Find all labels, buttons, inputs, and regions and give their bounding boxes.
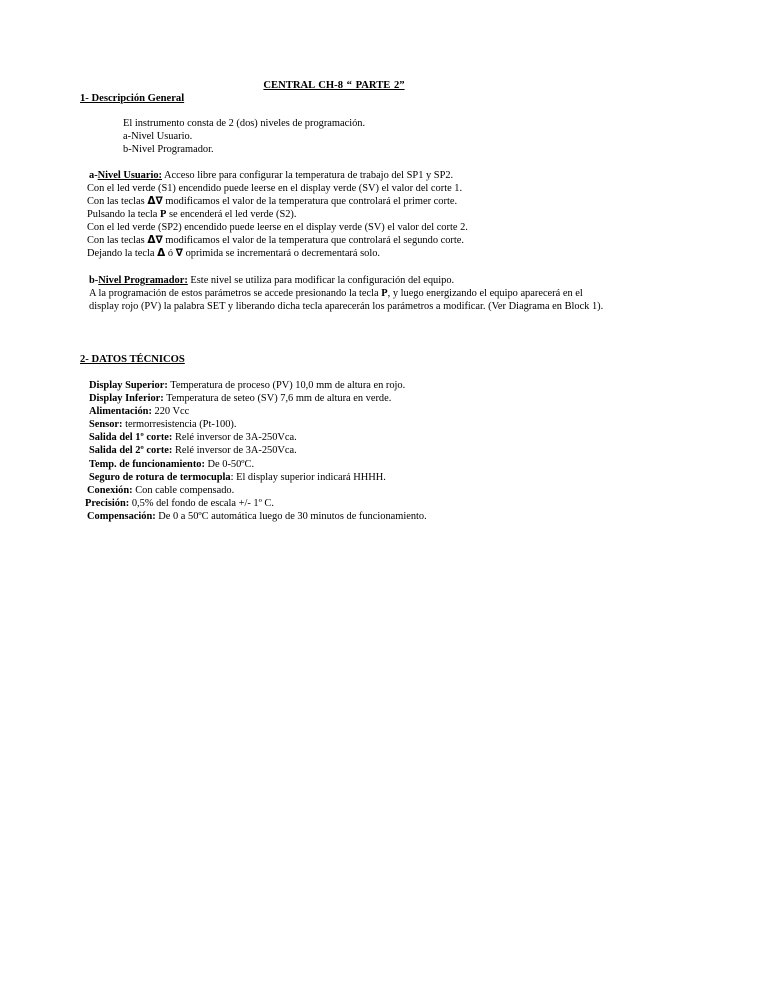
spec-label: Conexión:: [87, 484, 133, 496]
spec-value: termorresistencia (Pt-100).: [122, 419, 237, 431]
nabla-key-icon: ∇: [175, 247, 183, 260]
document-title: [0, 79, 668, 92]
spec-value: Temperatura de seteo (SV) 7,6 mm de altura en verde.: [163, 393, 392, 405]
usuario-line: Con el led verde (SP2) encendido puede leerse en el display verde (SV) el valor del corte 2.: [87, 222, 468, 234]
usuario-text: se encenderá el led verde (S2).: [166, 209, 297, 221]
section1-intro: [123, 117, 365, 156]
spec-value: De 0 a 50ºC automática luego de 30 minutos de funcionamiento.: [155, 510, 427, 522]
usuario-text: Pulsando la tecla: [87, 209, 161, 221]
spec-value: De 0-50ºC.: [204, 458, 255, 470]
p-key-label: P: [381, 288, 388, 299]
delta-nabla-keys-icon: Δ∇: [147, 234, 163, 247]
programador-text: Este nivel se utiliza para modificar la configuración del equipo.: [187, 275, 455, 286]
usuario-line: Con el led verde (S1) encendido puede leerse en el display verde (SV) el valor del corte 1.: [87, 183, 463, 194]
spec-label: Compensación:: [87, 510, 156, 522]
spec-label: Display Superior:: [89, 380, 168, 391]
spec-value: 220 Vcc: [151, 406, 190, 418]
usuario-paragraph: [89, 169, 453, 182]
spec-item: [89, 418, 427, 431]
usuario-label: Nivel Usuario:: [97, 170, 163, 181]
spec-item: [85, 497, 427, 510]
delta-key-icon: Δ: [157, 247, 166, 260]
intro-line: b-Nivel Programador.: [123, 144, 214, 156]
usuario-line: [87, 234, 468, 247]
spec-item: [87, 510, 427, 523]
usuario-line: [87, 247, 468, 260]
spec-label: Precisión:: [85, 497, 130, 509]
spec-label: Seguro de rotura de termocupla: [89, 471, 231, 483]
delta-nabla-keys-icon: Δ∇: [147, 195, 163, 208]
spec-item: [89, 444, 427, 457]
specs-list: [87, 379, 427, 523]
spec-label: Temp. de funcionamiento:: [89, 458, 205, 470]
spec-value: Relé inversor de 3A-250Vca.: [172, 445, 297, 457]
spec-item: [89, 471, 427, 484]
p-key-label: P: [160, 209, 167, 221]
spec-label: Sensor:: [89, 419, 123, 431]
programador-text: , y luego energizando el equipo aparecerá en el: [387, 288, 583, 299]
usuario-prefix: a-: [89, 170, 98, 181]
usuario-line: [87, 195, 468, 208]
spec-item: [87, 484, 427, 497]
section1-heading: 1- Descripción General: [80, 93, 185, 104]
programador-body: [89, 287, 603, 313]
usuario-text: Con las teclas: [87, 235, 148, 247]
spec-value: Relé inversor de 3A-250Vca.: [172, 432, 297, 444]
usuario-text: Con las teclas: [87, 196, 148, 208]
spec-label: Display Inferior:: [89, 393, 164, 405]
usuario-text: ó: [165, 248, 176, 260]
usuario-text: modificamos el valor de la temperatura que controlará el primer corte.: [162, 196, 458, 208]
programador-prefix: b-: [89, 275, 99, 286]
programador-paragraph: [89, 274, 454, 287]
spec-label: Salida del 1º corte:: [89, 432, 173, 444]
usuario-text: oprimida se incrementará o decrementará solo.: [182, 248, 381, 260]
spec-value: Temperatura de proceso (PV) 10,0 mm de altura en rojo.: [167, 380, 406, 391]
spec-item: [89, 392, 427, 405]
spec-label: Alimentación:: [89, 406, 152, 418]
spec-value: Con cable compensado.: [132, 484, 235, 496]
spec-item: [89, 458, 427, 471]
usuario-body: [87, 182, 468, 261]
usuario-line: [87, 208, 468, 221]
intro-line: a-Nivel Usuario.: [123, 131, 193, 143]
spec-item: [89, 405, 427, 418]
usuario-text: Acceso libre para configurar la temperatura de trabajo del SP1 y SP2.: [162, 170, 454, 181]
programador-label: Nivel Programador:: [98, 275, 188, 286]
usuario-line: [89, 169, 453, 182]
programador-line: [89, 287, 603, 300]
usuario-text: Dejando la tecla: [87, 248, 158, 260]
usuario-text: modificamos el valor de la temperatura que controlará el segundo corte.: [162, 235, 464, 247]
spec-item: [89, 431, 427, 444]
programador-text: A la programación de estos parámetros se accede presionando la tecla: [89, 288, 382, 299]
intro-line: El instrumento consta de 2 (dos) niveles de programación.: [123, 118, 366, 129]
section2-heading: 2- DATOS TÉCNICOS: [80, 354, 185, 365]
spec-value: : El display superior indicará HHHH.: [230, 471, 386, 483]
spec-value: 0,5% del fondo de escala +/- 1º C.: [129, 497, 274, 509]
document-title-text: CENTRAL CH-8 “ PARTE 2”: [263, 80, 405, 91]
programador-line: [89, 274, 454, 287]
spec-item: [89, 379, 427, 392]
programador-line: display rojo (PV) la palabra SET y liberando dicha tecla aparecerán los parámetros a modificar. (Ver Diagrama en Block 1).: [89, 301, 604, 313]
spec-label: Salida del 2º corte:: [89, 445, 173, 457]
